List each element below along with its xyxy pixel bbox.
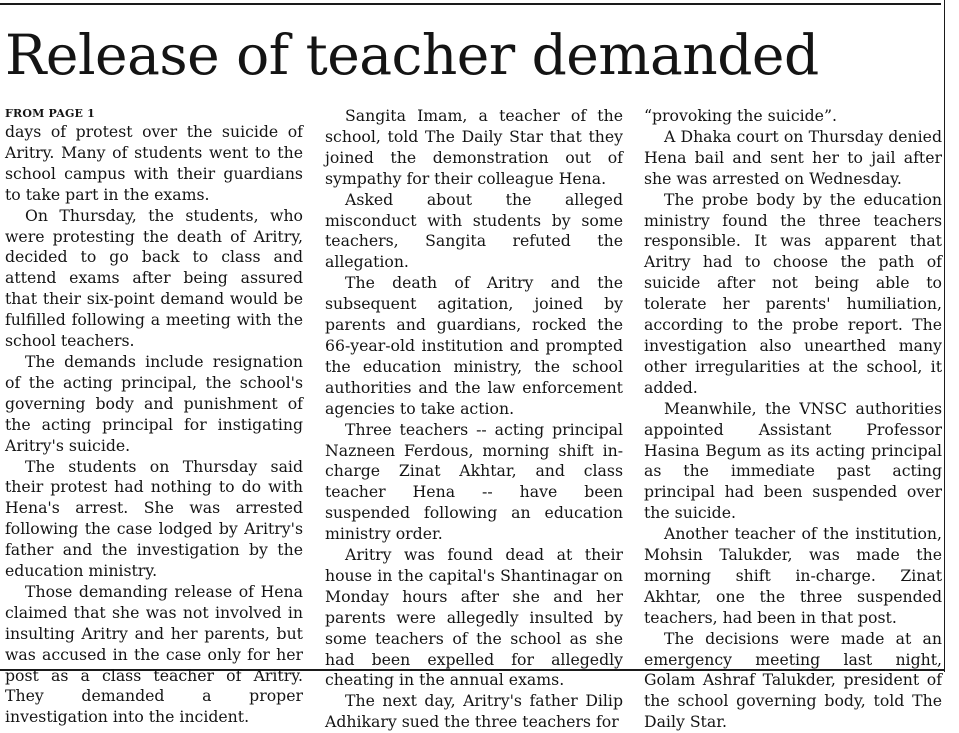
paragraph: Sangita Imam, a teacher of the school, told The Daily Star that they joined the demonstration out of sympathy for their colleague Hena. xyxy=(325,106,623,188)
paragraph: Another teacher of the institution, Mohsin Talukder, was made the morning shift in-charge. Zinat Akhtar, one the three suspended teachers, had been in that post. xyxy=(644,524,942,627)
paragraph: The probe body by the education ministry found the three teachers responsible. It was apparent that Aritry had to choose the path of suicide after not being able to tolerate her parents' humiliation, according to the probe report. The investigation also unearthed many other irregularities at the school, it added. xyxy=(644,189,942,397)
paragraph: The demands include resignation of the acting principal, the school's governing body and punishment of the acting principal for instigating Aritry's suicide. xyxy=(5,351,303,455)
right-rule xyxy=(944,0,945,672)
paragraph: The students on Thursday said their protest had nothing to do with Hena's arrest. She was arrested following the case lodged by Aritry's father and the investigation by the education ministry. xyxy=(5,456,303,581)
paragraph: Asked about the alleged misconduct with students by some teachers, Sangita refuted the allegation. xyxy=(325,189,623,272)
paragraph: The next day, Aritry's father Dilip Adhikary sued the three teachers for xyxy=(325,691,623,732)
article-column-2 xyxy=(325,106,623,732)
paragraph: Three teachers -- acting principal Nazneen Ferdous, morning shift in-charge Zinat Akhtar, and class teacher Hena -- have been suspended following an education ministry order. xyxy=(325,419,623,544)
paragraph: A Dhaka court on Thursday denied Hena bail and sent her to jail after she was arrested on Wednesday. xyxy=(644,126,942,188)
continuation-kicker: FROM PAGE 1 xyxy=(5,107,96,120)
paragraph: The decisions were made at an emergency meeting last night, Golam Ashraf Talukder, president of the school governing body, told The Daily Star. xyxy=(644,628,942,732)
paragraph: Aritry was found dead at their house in the capital's Shantinagar on Monday hours after she and her parents were allegedly insulted by some teachers of the school as she had been expelled for allegedly cheating in the annual exams. xyxy=(325,545,623,690)
paragraph: “provoking the suicide”. xyxy=(644,106,837,125)
headline: Release of teacher demanded xyxy=(5,23,819,87)
top-rule xyxy=(0,3,941,5)
paragraph: The death of Aritry and the subsequent agitation, joined by parents and guardians, rocked the 66-year-old institution and prompted the education ministry, the school authorities and the law enforcement agencies to take action. xyxy=(325,273,623,418)
article-column-3 xyxy=(644,106,942,732)
paragraph: On Thursday, the students, who were protesting the death of Aritry, decided to go back to class and attend exams after being assured that their six-point demand would be fulfilled following a meeting with the school teachers. xyxy=(5,205,303,351)
paragraph: Meanwhile, the VNSC authorities appointed Assistant Professor Hasina Begum as its acting principal as the immediate past acting principal had been suspended over the suicide. xyxy=(644,398,942,523)
article-column-1 xyxy=(5,106,303,727)
paragraph: Those demanding release of Hena claimed that she was not involved in insulting Aritry and her parents, but was accused in the case only for her post as a class teacher of Aritry. They demanded a proper investigation into the incident. xyxy=(5,581,303,727)
paragraph: days of protest over the suicide of Aritry. Many of students went to the school campus with their guardians to take part in the exams. xyxy=(5,122,303,204)
